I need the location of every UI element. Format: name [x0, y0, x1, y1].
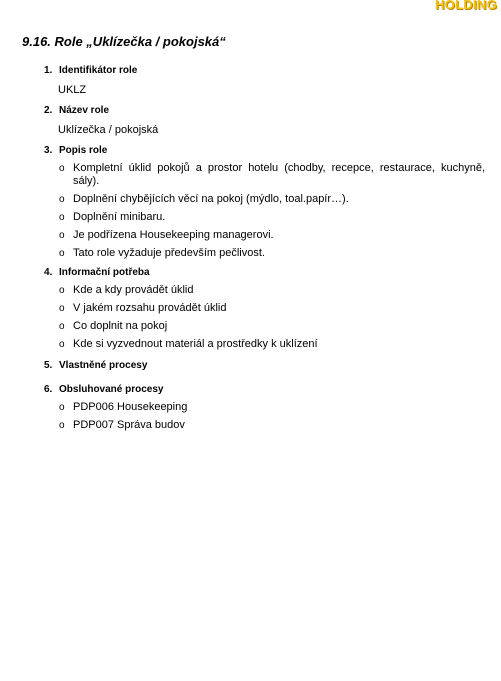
list-item: [44, 419, 485, 432]
section-number: 3.: [44, 145, 53, 156]
role-name-value: Uklízečka / pokojská: [58, 124, 159, 136]
list-item: [44, 162, 485, 188]
section-heading: [44, 144, 485, 158]
list-item: [44, 320, 485, 333]
role-identifier-value: UKLZ: [58, 84, 87, 96]
bullet-icon: o: [59, 194, 65, 205]
list-item-text: Kde si vyzvednout materiál a prostředky k uklízení: [73, 338, 318, 350]
list-item-text: Doplnění chybějících věcí na pokoj (mýdlo, toal.papír…).: [73, 193, 349, 205]
list-item-text: PDP006 Housekeeping: [73, 401, 188, 413]
section-heading-text: Vlastněné procesy: [59, 360, 148, 371]
bullet-icon: o: [59, 285, 65, 296]
information-needs-list: [44, 284, 485, 351]
section-heading: [44, 64, 485, 78]
section-served-processes: [44, 383, 485, 432]
section-heading-text: Identifikátor role: [59, 65, 138, 76]
section-name: [44, 104, 485, 138]
list-item-text: Kompletní úklid pokojů a prostor hotelu (chodby, recepce, restaurace, kuchyně, sály).: [73, 162, 485, 187]
list-item-text: Co doplnit na pokoj: [73, 320, 168, 332]
list-item-text: Tato role vyžaduje především pečlivost.: [73, 247, 265, 259]
section-description: [44, 144, 485, 260]
section-heading-text: Název role: [59, 105, 110, 116]
section-number: 4.: [44, 267, 53, 278]
section-heading: [44, 359, 485, 373]
bullet-icon: o: [59, 163, 65, 174]
section-owned-processes: [44, 359, 485, 373]
page-title: 9.16. Role „Uklízečka / pokojská“: [22, 34, 226, 49]
bullet-icon: o: [59, 321, 65, 332]
section-information-needs: [44, 266, 485, 351]
list-item: [44, 211, 485, 224]
bullet-icon: o: [59, 339, 65, 350]
section-identifier: [44, 64, 485, 98]
list-item: [44, 401, 485, 414]
list-item-text: V jakém rozsahu provádět úklid: [73, 302, 227, 314]
section-heading-text: Informační potřeba: [59, 267, 150, 278]
description-list: [44, 162, 485, 260]
holding-logo: HOLDING: [434, 0, 497, 12]
bullet-icon: o: [59, 248, 65, 259]
bullet-icon: o: [59, 402, 65, 413]
section-heading: [44, 383, 485, 397]
list-item: [44, 193, 485, 206]
list-item: [44, 247, 485, 260]
role-sections: [44, 64, 485, 438]
section-heading: [44, 104, 485, 118]
list-item: [44, 284, 485, 297]
bullet-icon: o: [59, 230, 65, 241]
section-number: 2.: [44, 105, 53, 116]
list-item-text: Je podřízena Housekeeping managerovi.: [73, 229, 274, 241]
list-item: [44, 229, 485, 242]
section-heading-text: Popis role: [59, 145, 108, 156]
section-number: 6.: [44, 384, 53, 395]
served-processes-list: [44, 401, 485, 432]
list-item-text: Kde a kdy provádět úklid: [73, 284, 194, 296]
list-item-text: Doplnění minibaru.: [73, 211, 166, 223]
list-item-text: PDP007 Správa budov: [73, 419, 185, 431]
bullet-icon: o: [59, 420, 65, 431]
list-item: [44, 302, 485, 315]
section-number: 1.: [44, 65, 53, 76]
section-heading-text: Obsluhované procesy: [59, 384, 164, 395]
list-item: [44, 338, 485, 351]
section-number: 5.: [44, 360, 53, 371]
bullet-icon: o: [59, 212, 65, 223]
section-heading: [44, 266, 485, 280]
bullet-icon: o: [59, 303, 65, 314]
